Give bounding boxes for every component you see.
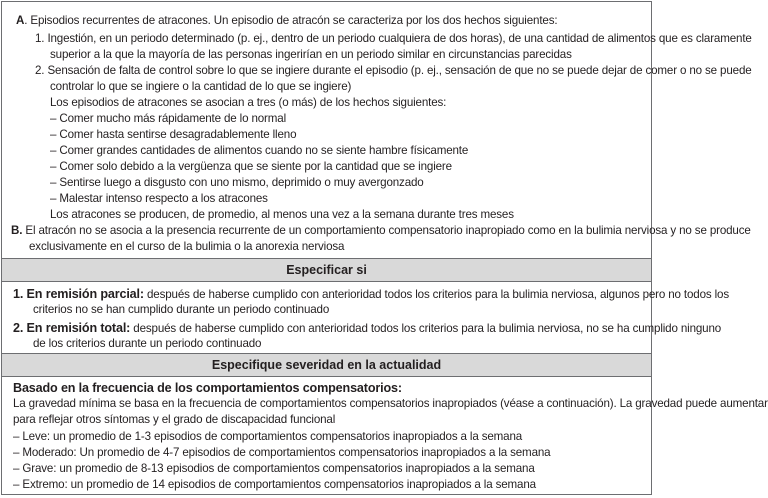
severity-level-mild: – Leve: un promedio de 1-3 episodios de comportamientos compensatorios inapropiados a la semana: [13, 430, 523, 443]
total-remission-label: 2. En remisión total:: [13, 321, 131, 335]
criteria-table: [1, 1, 768, 495]
feature-item: – Malestar intenso respecto a los atracones: [50, 192, 268, 205]
feature-item: – Comer solo debido a la vergüenza que se siente por la cantidad que se ingiere: [50, 160, 452, 173]
criterion-a-intro: A. Episodios recurrentes de atracones. Un episodio de atracón se caracteriza por los dos hechos siguientes:: [16, 14, 558, 27]
criterion-a-item1-line2: superior a la que la mayoría de las personas ingerirían en un periodo similar en circunstancias parecidas: [50, 48, 572, 61]
severity-description-line2: para reflejar otros síntomas y el grado de discapacidad funcional: [13, 413, 336, 426]
partial-remission-label: 1. En remisión parcial:: [13, 287, 144, 301]
feature-item: – Comer grandes cantidades de alimentos cuando no se siente hambre físicamente: [50, 144, 469, 157]
partial-remission-line1: 1. En remisión parcial: después de haberse cumplido con anterioridad todos los criterios para la bulimia nerviosa, algunos pero no todos los: [13, 287, 729, 301]
severity-level-moderate: – Moderado: Un promedio de 4-7 episodios de comportamientos compensatorios inapropiados a la semana: [13, 446, 551, 459]
associated-features-intro: Los episodios de atracones se asocian a tres (o más) de los hechos siguientes:: [50, 96, 447, 109]
frequency-statement: Los atracones se producen, de promedio, al menos una vez a la semana durante tres meses: [50, 208, 514, 221]
criterion-a-item2-line2: controlar lo que se ingiere o la cantidad de lo que se ingiere): [50, 80, 352, 93]
partial-remission-line2: criterios no se han cumplido durante un periodo continuado: [33, 303, 330, 316]
criterion-b-line2: exclusivamente en el curso de la bulimia o la anorexia nerviosa: [29, 240, 345, 253]
severity-level-extreme: – Extremo: un promedio de 14 episodios de comportamientos compensatorios inapropiados a la semana: [13, 478, 536, 491]
criterion-a-item1-line1: 1. Ingestión, en un periodo determinado (p. ej., dentro de un periodo cualquiera de dos horas), de una cantidad de alimentos que es claramente: [35, 32, 752, 45]
total-remission-line2: de los criterios durante un periodo continuado: [33, 337, 262, 350]
severity-subheading: Basado en la frecuencia de los comportamientos compensatorios:: [13, 381, 402, 395]
feature-item: – Comer hasta sentirse desagradablemente lleno: [50, 128, 297, 141]
severity-level-severe: – Grave: un promedio de 8-13 episodios de comportamientos compensatorios inapropiados a la semana: [13, 462, 535, 475]
total-remission-line1: 2. En remisión total: después de haberse cumplido con anterioridad todos los criterios para la bulimia nerviosa, no se ha cumplido ninguno: [13, 321, 722, 335]
feature-item: – Comer mucho más rápidamente de lo normal: [50, 112, 286, 125]
severity-header: Especifique severidad en la actualidad: [2, 353, 651, 377]
severity-description-line1: La gravedad mínima se basa en la frecuencia de comportamientos compensatorios inapropiados (véase a continuación). La gravedad puede aumentar: [13, 397, 768, 410]
specify-header: Especificar si: [2, 258, 651, 282]
criterion-b-letter: B.: [11, 224, 23, 237]
criterion-a-letter: A: [16, 14, 25, 27]
criterion-a-item2-line1: 2. Sensación de falta de control sobre lo que se ingiere durante el episodio (p. ej., sensación de que no se puede dejar de comer o no se puede: [35, 64, 752, 77]
criterion-b-line1: B. El atracón no se asocia a la presencia recurrente de un comportamiento compensatorio inapropiado como en la bulimia nerviosa y no se produce: [11, 224, 751, 237]
feature-item: – Sentirse luego a disgusto con uno mismo, deprimido o muy avergonzado: [50, 176, 424, 189]
